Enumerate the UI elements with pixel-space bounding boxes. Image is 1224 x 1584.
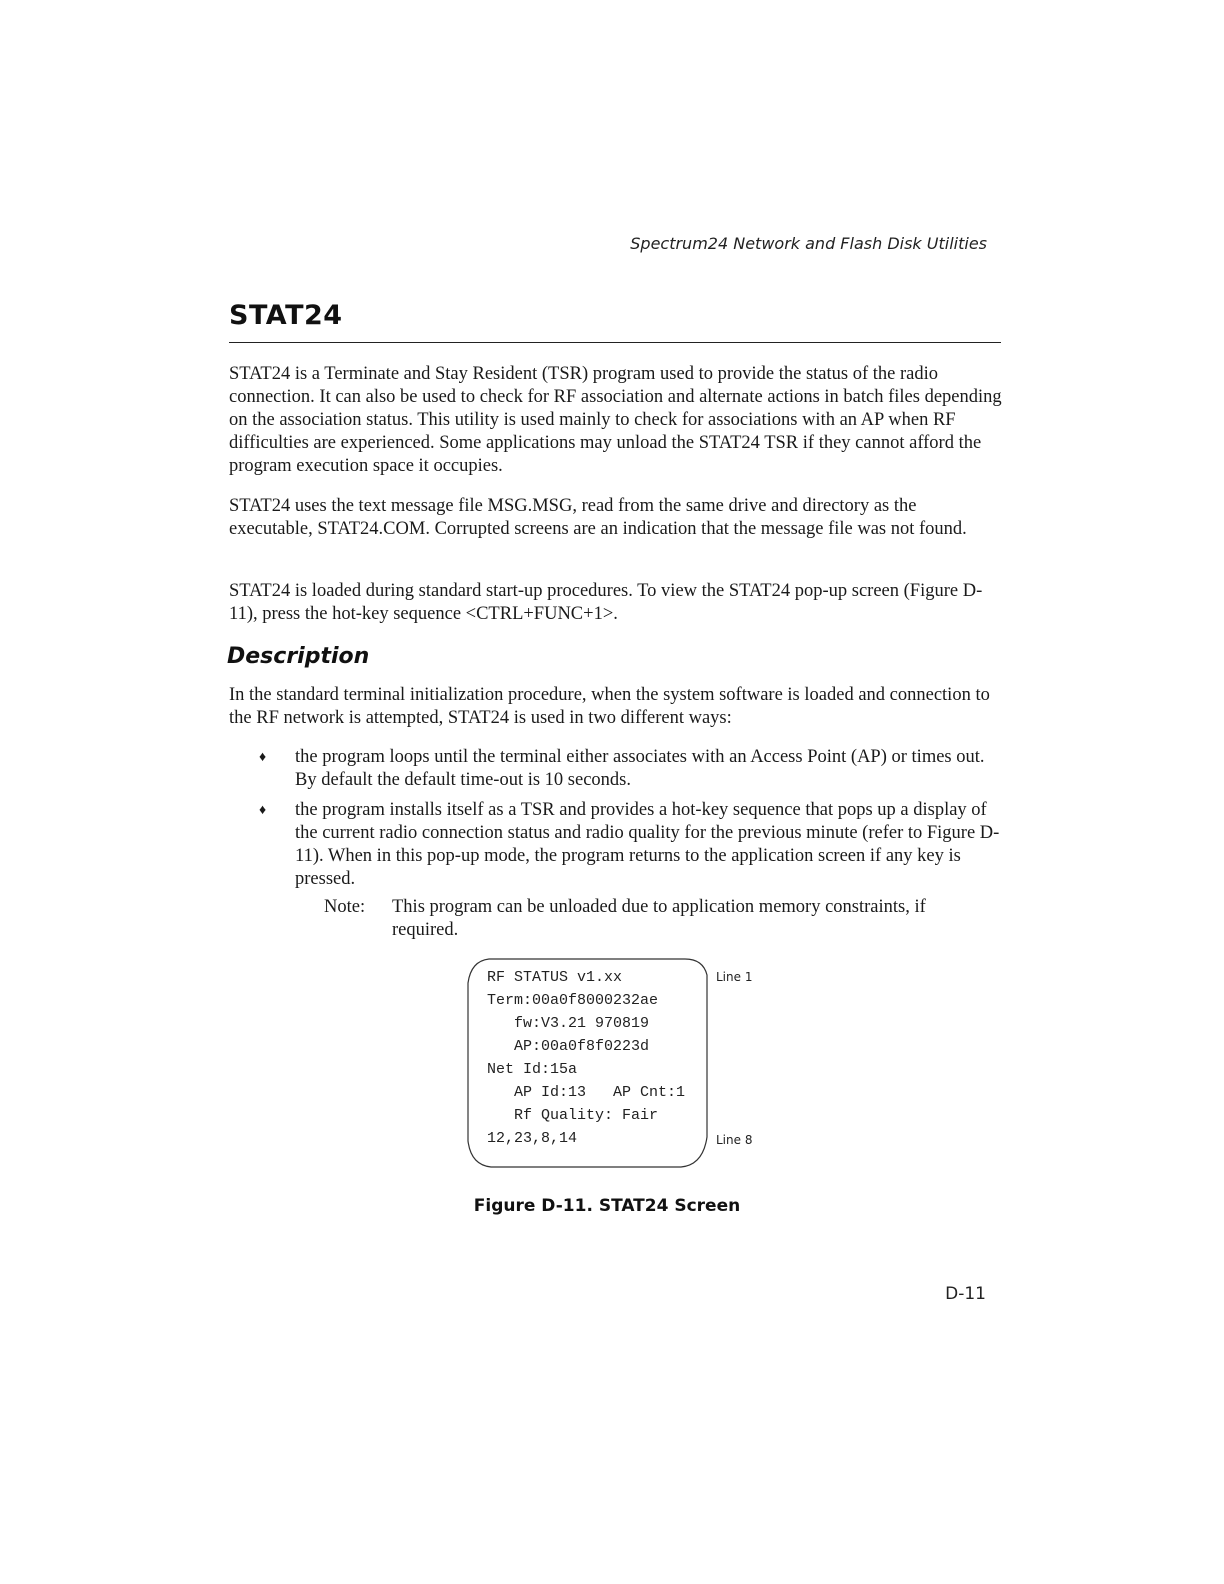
screen-line-6: AP Id:13 AP Cnt:1 xyxy=(487,1084,686,1101)
title-rule xyxy=(229,342,1001,343)
page-title: STAT24 xyxy=(229,300,343,331)
section-heading-description: Description xyxy=(227,644,370,669)
bullet-list xyxy=(255,746,1005,898)
list-item xyxy=(255,746,1005,792)
page-number: D-11 xyxy=(945,1284,986,1304)
intro-paragraph-3: STAT24 is loaded during standard start-up procedures. To view the STAT24 pop-up screen (Figure D-11), press the hot-key sequence <CTRL+FUNC+1>. xyxy=(229,581,983,624)
running-header: Spectrum24 Network and Flash Disk Utilities xyxy=(630,234,987,253)
screen-line-7: Rf Quality: Fair xyxy=(487,1107,659,1124)
screen-line-3: fw:V3.21 970819 xyxy=(487,1015,650,1032)
screen-line-5: Net Id:15a xyxy=(487,1061,578,1078)
note-text: This program can be unloaded due to application memory constraints, if required. xyxy=(392,897,926,940)
list-item xyxy=(255,799,1005,891)
list-item-text: the program loops until the terminal either associates with an Access Point (AP) or times out. By default the default time-out is 10 seconds. xyxy=(295,747,985,790)
diamond-bullet-icon: ♦ xyxy=(259,750,267,765)
note-label: Note: xyxy=(324,897,366,917)
screen-line-1: RF STATUS v1.xx xyxy=(487,969,623,986)
stat24-screen-figure xyxy=(465,955,765,1170)
screen-line-2: Term:00a0f8000232ae xyxy=(487,992,659,1009)
figure-caption: Figure D-11. STAT24 Screen xyxy=(473,1196,741,1216)
intro-paragraph-1: STAT24 is a Terminate and Stay Resident (TSR) program used to provide the status of the radio connection. It can also be used to check for RF association and alternate actions in batch files depending on the association status. This utility is used mainly to check for associations with an AP when RF difficulties are experienced. Some applications may unload the STAT24 TSR if they cannot afford the program execution space it occupies. xyxy=(229,364,1002,476)
intro-paragraph-2: STAT24 uses the text message file MSG.MSG, read from the same drive and directory as the executable, STAT24.COM. Corrupted screens are an indication that the message file was not found. xyxy=(229,496,967,539)
diamond-bullet-icon: ♦ xyxy=(259,803,267,818)
line-1-marker: Line 1 xyxy=(716,970,753,984)
description-paragraph: In the standard terminal initialization procedure, when the system software is loaded and connection to the RF network is attempted, STAT24 is used in two different ways: xyxy=(229,685,990,728)
line-8-marker: Line 8 xyxy=(716,1133,753,1147)
screen-line-8: 12,23,8,14 xyxy=(487,1130,578,1147)
screen-line-4: AP:00a0f8f0223d xyxy=(487,1038,650,1055)
list-item-text: the program installs itself as a TSR and provides a hot-key sequence that pops up a display of the current radio connection status and radio quality for the previous minute (refer to Figure D-11). When in this pop-up mode, the program returns to the application screen if any key is pressed. xyxy=(295,800,1000,889)
